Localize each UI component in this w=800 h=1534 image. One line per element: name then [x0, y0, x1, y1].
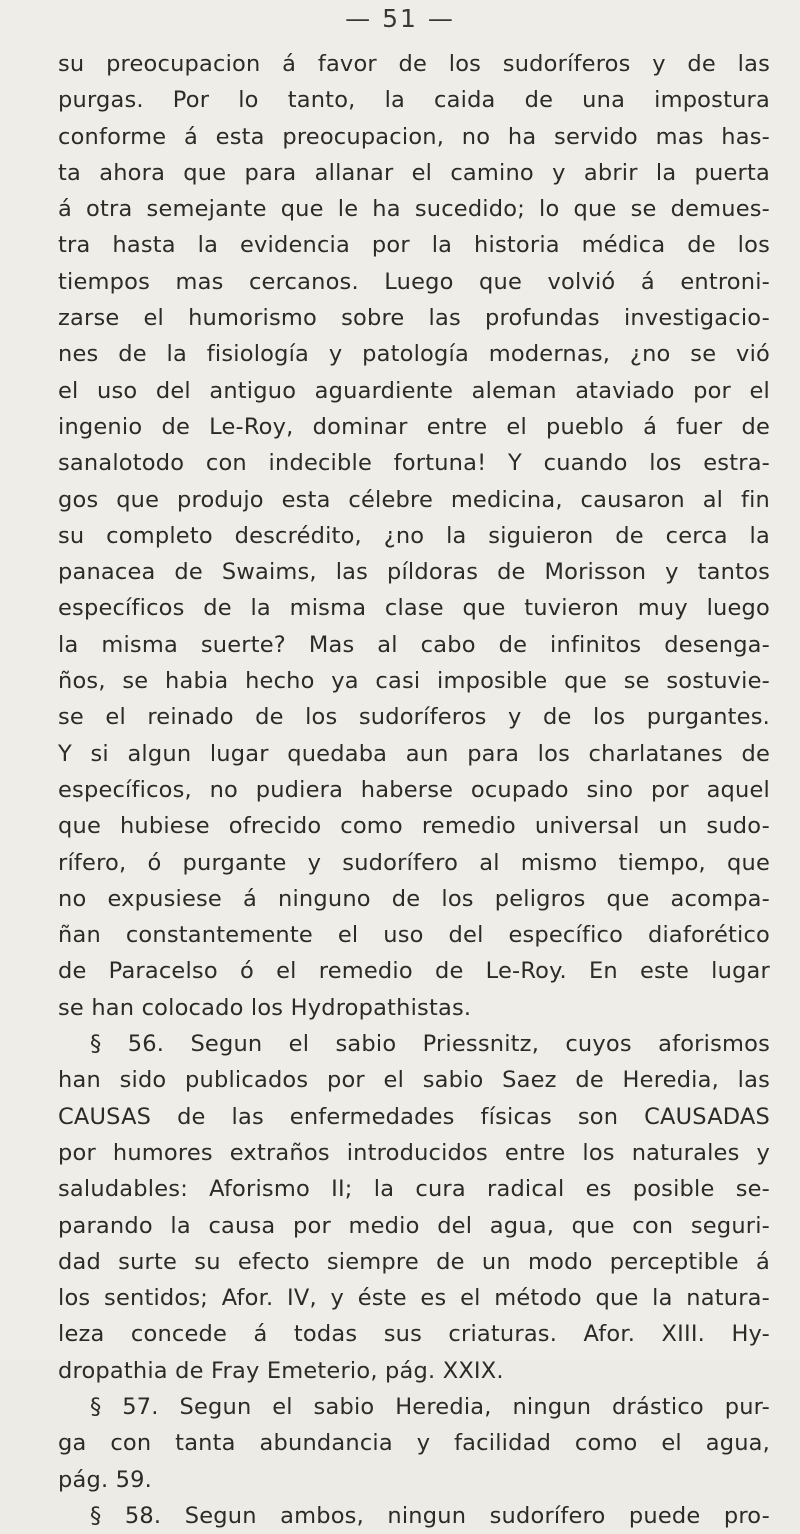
text-line: no expusiese á ninguno de los peligros que acompa-	[58, 885, 770, 912]
text-line: se el reinado de los sudoríferos y de los purgantes.	[58, 704, 770, 731]
text-line: conforme á esta preocupacion, no ha servido mas has-	[58, 123, 770, 150]
text-line: han sido publicados por el sabio Saez de Heredia, las	[58, 1067, 770, 1094]
text-line: leza concede á todas sus criaturas. Afor. XIII. Hy-	[58, 1321, 770, 1348]
text-line: su completo descrédito, ¿no la siguieron de cerca la	[58, 522, 770, 549]
text-line: ta ahora que para allanar el camino y abrir la puerta	[58, 159, 770, 186]
text-line: tra hasta la evidencia por la historia médica de los	[58, 232, 770, 259]
text-line: § 58. Segun ambos, ningun sudorífero puede pro-	[90, 1502, 770, 1529]
text-line: la misma suerte? Mas al cabo de infinitos desenga-	[58, 631, 770, 658]
text-line: dad surte su efecto siempre de un modo perceptible á	[58, 1248, 770, 1275]
text-line: gos que produjo esta célebre medicina, causaron al fin	[58, 486, 770, 513]
text-line: ga con tanta abundancia y facilidad como el agua,	[58, 1430, 770, 1457]
text-line: que hubiese ofrecido como remedio universal un sudo-	[58, 813, 770, 840]
text-line: su preocupacion á favor de los sudoríferos y de las	[58, 51, 770, 77]
text-line: CAUSAS de las enfermedades físicas son CAUSADAS	[58, 1103, 770, 1130]
text-line: por humores extraños introducidos entre los naturales y	[58, 1139, 770, 1166]
text-line: específicos, no pudiera haberse ocupado sino por aquel	[58, 776, 770, 803]
text-line: dropathia de Fray Emeterio, pág. XXIX.	[58, 1357, 504, 1384]
text-line: § 57. Segun el sabio Heredia, ningun drástico pur-	[90, 1393, 770, 1420]
text-line: parando la causa por medio del agua, que con seguri-	[58, 1212, 770, 1239]
text-line: de Paracelso ó el remedio de Le-Roy. En este lugar	[58, 958, 770, 985]
text-line: § 56. Segun el sabio Priessnitz, cuyos aforismos	[90, 1031, 770, 1058]
text-line: ñan constantemente el uso del específico diaforético	[58, 922, 770, 949]
text-line: á otra semejante que le ha sucedido; lo que se demues-	[58, 196, 770, 223]
text-line: tiempos mas cercanos. Luego que volvió á entroni-	[58, 268, 770, 295]
page-number: — 51 —	[345, 4, 455, 33]
text-line: nes de la fisiología y patología modernas, ¿no se vió	[58, 341, 770, 368]
text-line: los sentidos; Afor. IV, y éste es el método que la natura-	[58, 1285, 770, 1312]
text-line: zarse el humorismo sobre las profundas investigacio-	[58, 305, 770, 332]
text-line: ños, se habia hecho ya casi imposible que se sostuvie-	[58, 668, 770, 695]
body-text	[58, 46, 770, 1534]
text-line: específicos de la misma clase que tuvieron muy luego	[58, 595, 770, 622]
text-line: purgas. Por lo tanto, la caida de una impostura	[58, 87, 770, 114]
text-line: sanalotodo con indecible fortuna! Y cuando los estra-	[58, 450, 770, 477]
text-line: ingenio de Le-Roy, dominar entre el pueblo á fuer de	[58, 413, 770, 440]
text-line: se han colocado los Hydropathistas.	[58, 994, 472, 1021]
text-line: panacea de Swaims, las píldoras de Morisson y tantos	[58, 559, 770, 586]
text-line: pág. 59.	[58, 1466, 153, 1493]
text-line: Y si algun lugar quedaba aun para los charlatanes de	[58, 740, 770, 767]
text-line: rífero, ó purgante y sudorífero al mismo tiempo, que	[58, 849, 770, 876]
text-line: el uso del antiguo aguardiente aleman ataviado por el	[58, 377, 770, 404]
text-line: saludables: Aforismo II; la cura radical es posible se-	[58, 1176, 770, 1203]
